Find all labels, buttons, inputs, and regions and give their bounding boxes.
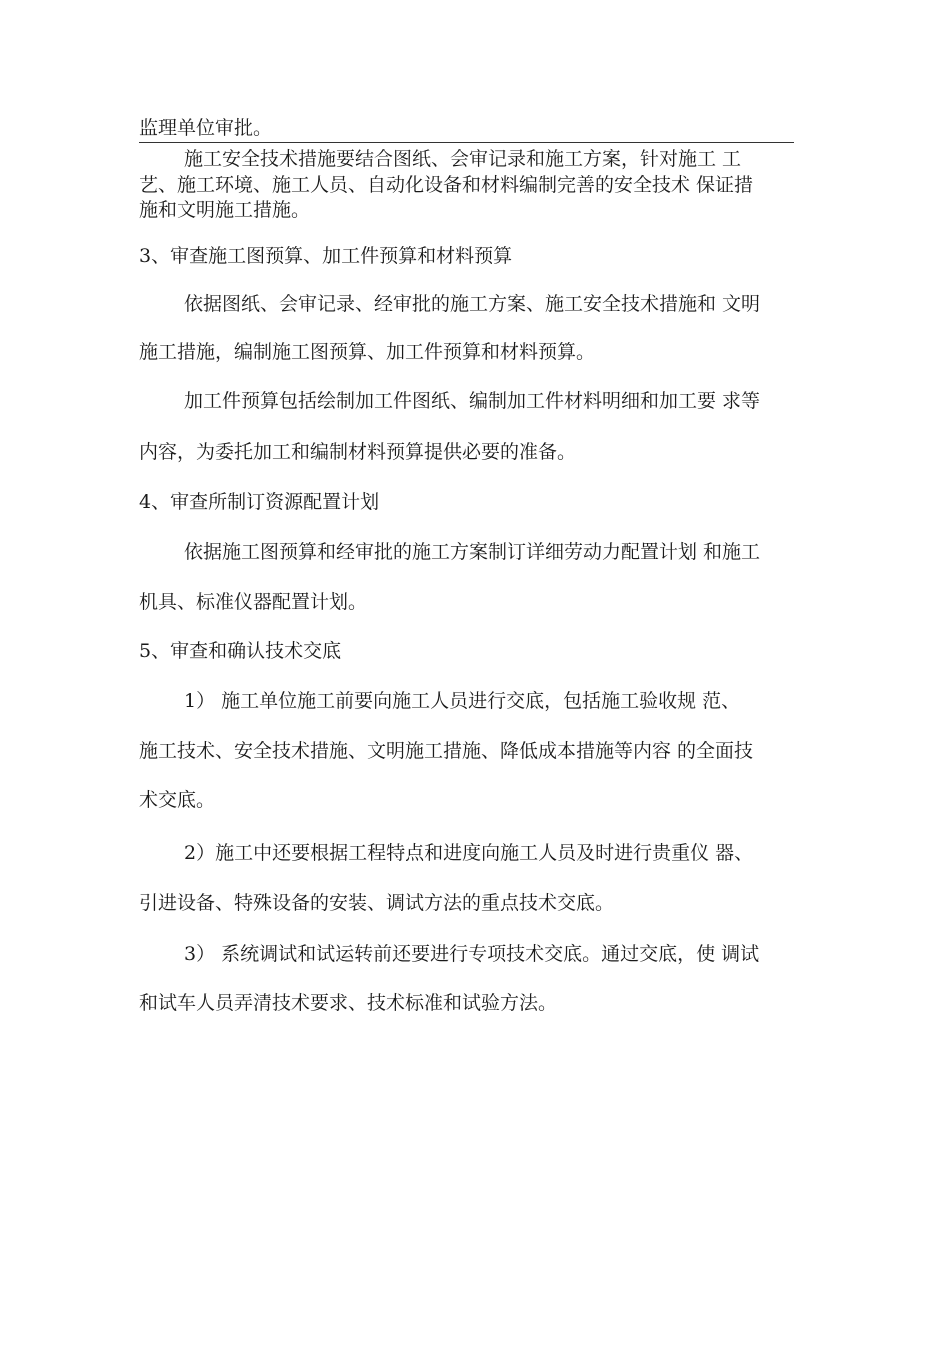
para3-line1: 加工件预算包括绘制加工件图纸、编制加工件材料明细和加工要 求等 — [184, 390, 761, 412]
para2-line1: 依据图纸、会审记录、经审批的施工方案、施工安全技术措施和 文明 — [184, 293, 761, 315]
section-heading-3: 3、审查施工图预算、加工件预算和材料预算 — [139, 245, 513, 267]
item1-line3: 术交底。 — [139, 789, 216, 811]
para1-line2: 艺、施工环境、施工人员、自动化设备和材料编制完善的安全技术 保证措 — [139, 174, 754, 196]
para2-line2: 施工措施，编制施工图预算、加工件预算和材料预算。 — [139, 341, 596, 363]
para1-line3: 施和文明施工措施。 — [139, 199, 311, 221]
section-heading-4: 4、审查所制订资源配置计划 — [139, 491, 380, 513]
item3-line2: 和试车人员弄清技术要求、技术标准和试验方法。 — [139, 992, 558, 1014]
para4-line1: 依据施工图预算和经审批的施工方案制订详细劳动力配置计划 和施工 — [184, 541, 761, 563]
para3-line2: 内容，为委托加工和编制材料预算提供必要的准备。 — [139, 441, 577, 463]
top-line: 监理单位审批。 — [139, 117, 273, 139]
item2-line1: 2）施工中还要根据工程特点和进度向施工人员及时进行贵重仪 器、 — [184, 842, 754, 864]
para1-line1: 施工安全技术措施要结合图纸、会审记录和施工方案，针对施工 工 — [184, 148, 742, 170]
section-heading-5: 5、审查和确认技术交底 — [139, 640, 342, 662]
para4-line2: 机具、标准仪器配置计划。 — [139, 591, 368, 613]
divider — [139, 142, 794, 143]
item1-line2: 施工技术、安全技术措施、文明施工措施、降低成本措施等内容 的全面技 — [139, 740, 754, 762]
item2-line2: 引进设备、特殊设备的安装、调试方法的重点技术交底。 — [139, 892, 615, 914]
item3-line1: 3） 系统调试和试运转前还要进行专项技术交底。通过交底，使 调试 — [184, 943, 760, 965]
item1-line1: 1） 施工单位施工前要向施工人员进行交底，包括施工验收规 范、 — [184, 690, 741, 712]
